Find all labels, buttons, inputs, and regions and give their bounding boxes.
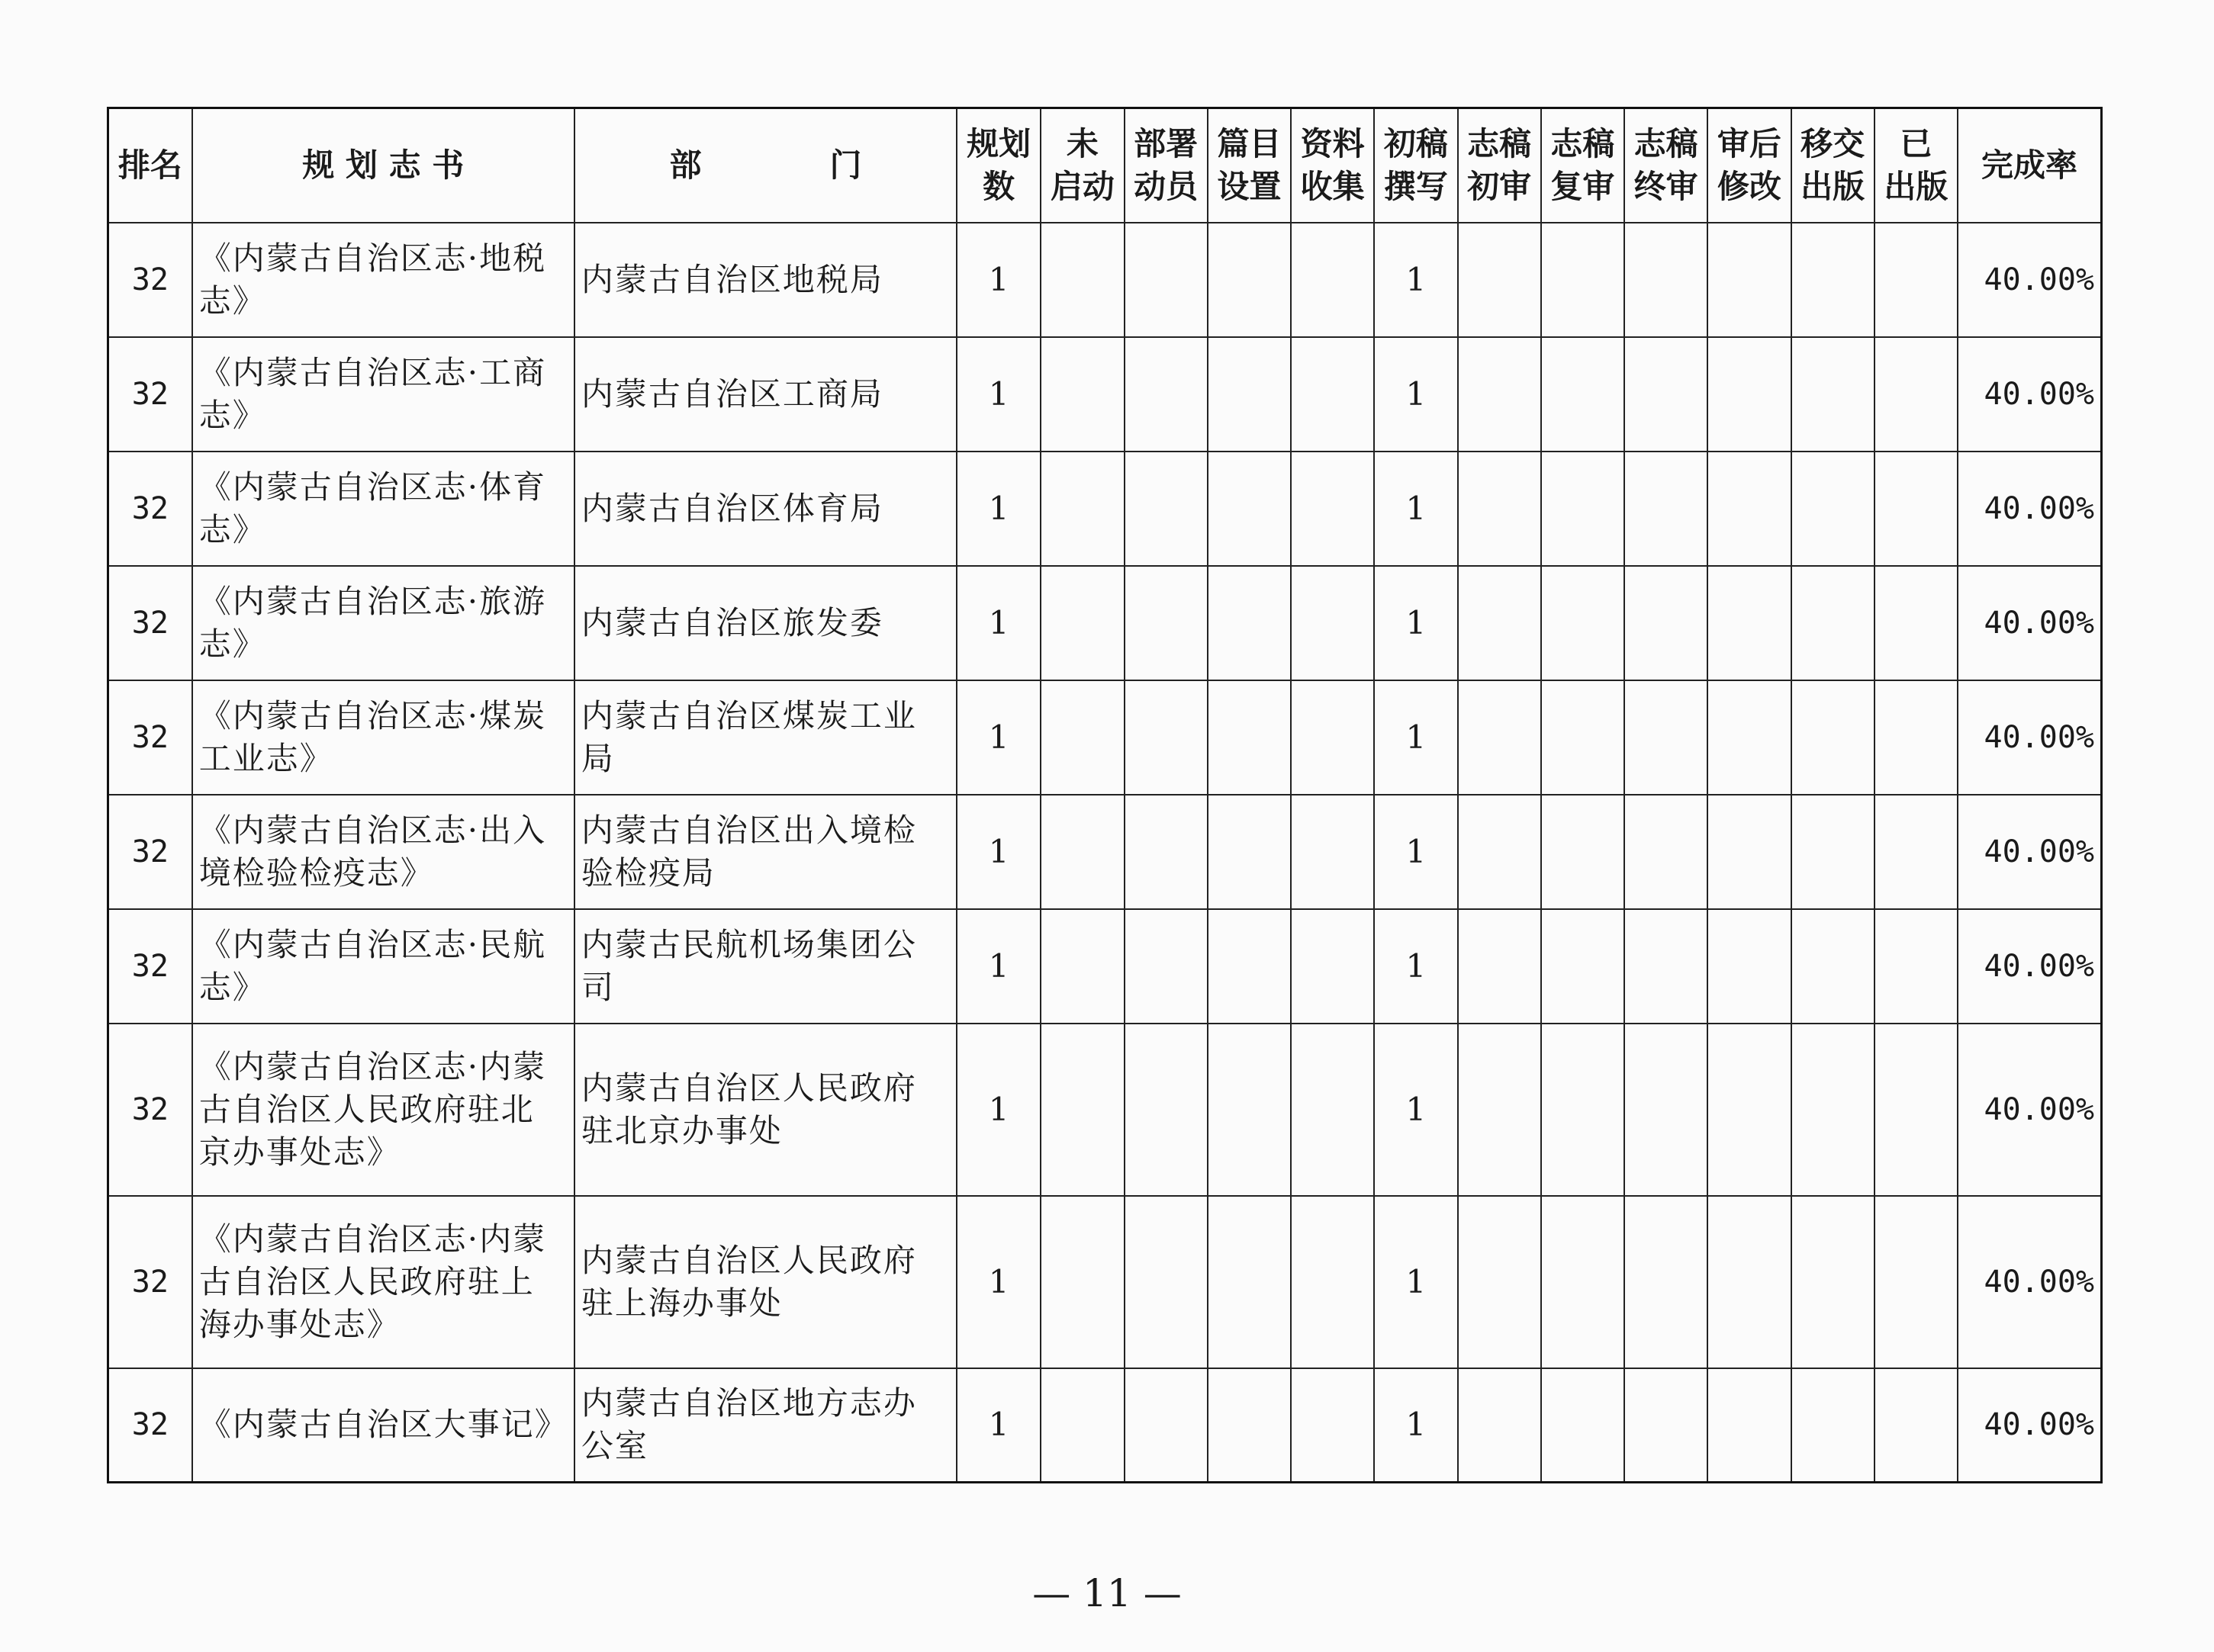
not-started-cell — [1041, 223, 1124, 337]
outline-cell — [1208, 566, 1291, 680]
header-mobilize: 部署 动员 — [1125, 108, 1208, 223]
second-review-cell — [1541, 223, 1624, 337]
outline-cell — [1208, 1196, 1291, 1368]
mobilize-cell — [1125, 680, 1208, 795]
revise-cell — [1707, 795, 1791, 909]
not-started-cell — [1041, 1368, 1124, 1483]
planned-count-cell: 1 — [957, 223, 1041, 337]
completion-rate-cell: 40.00% — [1958, 1024, 2101, 1196]
completion-rate-cell: 40.00% — [1958, 1368, 2101, 1483]
completion-rate-cell: 40.00% — [1958, 337, 2101, 452]
collect-cell — [1291, 337, 1374, 452]
handover-cell — [1791, 1368, 1874, 1483]
first-review-cell — [1458, 909, 1541, 1024]
completion-rate-cell: 40.00% — [1958, 223, 2101, 337]
first-review-cell — [1458, 337, 1541, 452]
header-collect: 资料 收集 — [1291, 108, 1374, 223]
planned-count-cell: 1 — [957, 1196, 1041, 1368]
revise-cell — [1707, 337, 1791, 452]
department-cell: 内蒙古自治区体育局 — [574, 452, 957, 566]
collect-cell — [1291, 452, 1374, 566]
outline-cell — [1208, 909, 1291, 1024]
table-row — [108, 452, 2102, 566]
draft-cell: 1 — [1374, 680, 1457, 795]
header-first-review: 志稿 初审 — [1458, 108, 1541, 223]
first-review-cell — [1458, 1196, 1541, 1368]
rank-cell: 32 — [108, 452, 192, 566]
planned-count-cell: 1 — [957, 337, 1041, 452]
completion-rate-cell: 40.00% — [1958, 795, 2101, 909]
final-review-cell — [1624, 680, 1707, 795]
rank-cell: 32 — [108, 1024, 192, 1196]
final-review-cell — [1624, 566, 1707, 680]
not-started-cell — [1041, 795, 1124, 909]
handover-cell — [1791, 795, 1874, 909]
published-cell — [1874, 1024, 1958, 1196]
second-review-cell — [1541, 452, 1624, 566]
not-started-cell — [1041, 566, 1124, 680]
published-cell — [1874, 223, 1958, 337]
mobilize-cell — [1125, 1368, 1208, 1483]
planned-count-cell: 1 — [957, 452, 1041, 566]
rank-cell: 32 — [108, 566, 192, 680]
revise-cell — [1707, 1368, 1791, 1483]
final-review-cell — [1624, 909, 1707, 1024]
published-cell — [1874, 452, 1958, 566]
outline-cell — [1208, 337, 1291, 452]
header-planned: 规划 数 — [957, 108, 1041, 223]
handover-cell — [1791, 680, 1874, 795]
planned-count-cell: 1 — [957, 1368, 1041, 1483]
department-cell: 内蒙古自治区人民政府驻上海办事处 — [574, 1196, 957, 1368]
second-review-cell — [1541, 1024, 1624, 1196]
draft-cell: 1 — [1374, 1196, 1457, 1368]
first-review-cell — [1458, 452, 1541, 566]
outline-cell — [1208, 452, 1291, 566]
department-cell: 内蒙古民航机场集团公司 — [574, 909, 957, 1024]
rank-cell: 32 — [108, 795, 192, 909]
collect-cell — [1291, 566, 1374, 680]
rank-cell: 32 — [108, 680, 192, 795]
rank-cell: 32 — [108, 1196, 192, 1368]
first-review-cell — [1458, 680, 1541, 795]
header-dept: 部 门 — [574, 108, 957, 223]
first-review-cell — [1458, 223, 1541, 337]
collect-cell — [1291, 1196, 1374, 1368]
department-cell: 内蒙古自治区人民政府驻北京办事处 — [574, 1024, 957, 1196]
handover-cell — [1791, 566, 1874, 680]
planned-count-cell: 1 — [957, 909, 1041, 1024]
published-cell — [1874, 1196, 1958, 1368]
first-review-cell — [1458, 795, 1541, 909]
mobilize-cell — [1125, 566, 1208, 680]
mobilize-cell — [1125, 1024, 1208, 1196]
header-second-review: 志稿 复审 — [1541, 108, 1624, 223]
outline-cell — [1208, 223, 1291, 337]
collect-cell — [1291, 1368, 1374, 1483]
page-number: — 11 — — [1032, 1571, 1182, 1615]
second-review-cell — [1541, 1196, 1624, 1368]
department-cell: 内蒙古自治区工商局 — [574, 337, 957, 452]
book-title-cell: 《内蒙古自治区志·出入境检验检疫志》 — [192, 795, 574, 909]
completion-rate-cell: 40.00% — [1958, 452, 2101, 566]
revise-cell — [1707, 1024, 1791, 1196]
mobilize-cell — [1125, 452, 1208, 566]
outline-cell — [1208, 1024, 1291, 1196]
header-draft: 初稿 撰写 — [1374, 108, 1457, 223]
first-review-cell — [1458, 566, 1541, 680]
handover-cell — [1791, 452, 1874, 566]
revise-cell — [1707, 1196, 1791, 1368]
published-cell — [1874, 909, 1958, 1024]
revise-cell — [1707, 223, 1791, 337]
table-row — [108, 223, 2102, 337]
revise-cell — [1707, 680, 1791, 795]
header-rank: 排名 — [108, 108, 192, 223]
handover-cell — [1791, 909, 1874, 1024]
header-outline: 篇目 设置 — [1208, 108, 1291, 223]
header-revise: 审后 修改 — [1707, 108, 1791, 223]
header-rate: 完成率 — [1958, 108, 2101, 223]
planned-count-cell: 1 — [957, 795, 1041, 909]
not-started-cell — [1041, 1196, 1124, 1368]
mobilize-cell — [1125, 795, 1208, 909]
handover-cell — [1791, 1196, 1874, 1368]
final-review-cell — [1624, 223, 1707, 337]
header-not-started: 未 启动 — [1041, 108, 1124, 223]
table-row — [108, 909, 2102, 1024]
header-handover: 移交 出版 — [1791, 108, 1874, 223]
department-cell: 内蒙古自治区出入境检验检疫局 — [574, 795, 957, 909]
book-title-cell: 《内蒙古自治区志·内蒙古自治区人民政府驻北京办事处志》 — [192, 1024, 574, 1196]
published-cell — [1874, 680, 1958, 795]
second-review-cell — [1541, 1368, 1624, 1483]
mobilize-cell — [1125, 337, 1208, 452]
table-row — [108, 795, 2102, 909]
book-title-cell: 《内蒙古自治区志·体育志》 — [192, 452, 574, 566]
completion-rate-cell: 40.00% — [1958, 1196, 2101, 1368]
second-review-cell — [1541, 337, 1624, 452]
draft-cell: 1 — [1374, 452, 1457, 566]
mobilize-cell — [1125, 223, 1208, 337]
table-row — [108, 1024, 2102, 1196]
published-cell — [1874, 795, 1958, 909]
handover-cell — [1791, 1024, 1874, 1196]
not-started-cell — [1041, 680, 1124, 795]
revise-cell — [1707, 909, 1791, 1024]
collect-cell — [1291, 909, 1374, 1024]
outline-cell — [1208, 1368, 1291, 1483]
not-started-cell — [1041, 909, 1124, 1024]
collect-cell — [1291, 223, 1374, 337]
department-cell: 内蒙古自治区地方志办公室 — [574, 1368, 957, 1483]
final-review-cell — [1624, 1024, 1707, 1196]
not-started-cell — [1041, 337, 1124, 452]
table-row — [108, 337, 2102, 452]
table-row — [108, 1196, 2102, 1368]
not-started-cell — [1041, 1024, 1124, 1196]
final-review-cell — [1624, 337, 1707, 452]
collect-cell — [1291, 680, 1374, 795]
book-title-cell: 《内蒙古自治区志·民航志》 — [192, 909, 574, 1024]
draft-cell: 1 — [1374, 795, 1457, 909]
draft-cell: 1 — [1374, 1368, 1457, 1483]
department-cell: 内蒙古自治区旅发委 — [574, 566, 957, 680]
draft-cell: 1 — [1374, 223, 1457, 337]
planned-count-cell: 1 — [957, 566, 1041, 680]
handover-cell — [1791, 223, 1874, 337]
book-title-cell: 《内蒙古自治区志·内蒙古自治区人民政府驻上海办事处志》 — [192, 1196, 574, 1368]
outline-cell — [1208, 680, 1291, 795]
second-review-cell — [1541, 795, 1624, 909]
completion-rate-cell: 40.00% — [1958, 909, 2101, 1024]
revise-cell — [1707, 452, 1791, 566]
planned-count-cell: 1 — [957, 680, 1041, 795]
published-cell — [1874, 566, 1958, 680]
not-started-cell — [1041, 452, 1124, 566]
book-title-cell: 《内蒙古自治区志·旅游志》 — [192, 566, 574, 680]
rank-cell: 32 — [108, 1368, 192, 1483]
published-cell — [1874, 337, 1958, 452]
table-row — [108, 566, 2102, 680]
published-cell — [1874, 1368, 1958, 1483]
book-title-cell: 《内蒙古自治区大事记》 — [192, 1368, 574, 1483]
rank-cell: 32 — [108, 909, 192, 1024]
first-review-cell — [1458, 1368, 1541, 1483]
completion-rate-cell: 40.00% — [1958, 680, 2101, 795]
header-published: 已 出版 — [1874, 108, 1958, 223]
outline-cell — [1208, 795, 1291, 909]
draft-cell: 1 — [1374, 909, 1457, 1024]
book-title-cell: 《内蒙古自治区志·地税志》 — [192, 223, 574, 337]
final-review-cell — [1624, 1368, 1707, 1483]
progress-table — [107, 107, 2103, 1483]
planned-count-cell: 1 — [957, 1024, 1041, 1196]
collect-cell — [1291, 795, 1374, 909]
book-title-cell: 《内蒙古自治区志·工商志》 — [192, 337, 574, 452]
second-review-cell — [1541, 680, 1624, 795]
final-review-cell — [1624, 452, 1707, 566]
draft-cell: 1 — [1374, 566, 1457, 680]
second-review-cell — [1541, 566, 1624, 680]
department-cell: 内蒙古自治区煤炭工业局 — [574, 680, 957, 795]
mobilize-cell — [1125, 909, 1208, 1024]
draft-cell: 1 — [1374, 1024, 1457, 1196]
header-book: 规 划 志 书 — [192, 108, 574, 223]
book-title-cell: 《内蒙古自治区志·煤炭工业志》 — [192, 680, 574, 795]
second-review-cell — [1541, 909, 1624, 1024]
table-row — [108, 1368, 2102, 1483]
header-row — [108, 108, 2102, 223]
department-cell: 内蒙古自治区地税局 — [574, 223, 957, 337]
header-final-review: 志稿 终审 — [1624, 108, 1707, 223]
handover-cell — [1791, 337, 1874, 452]
completion-rate-cell: 40.00% — [1958, 566, 2101, 680]
mobilize-cell — [1125, 1196, 1208, 1368]
first-review-cell — [1458, 1024, 1541, 1196]
final-review-cell — [1624, 795, 1707, 909]
collect-cell — [1291, 1024, 1374, 1196]
final-review-cell — [1624, 1196, 1707, 1368]
revise-cell — [1707, 566, 1791, 680]
rank-cell: 32 — [108, 337, 192, 452]
rank-cell: 32 — [108, 223, 192, 337]
draft-cell: 1 — [1374, 337, 1457, 452]
table-row — [108, 680, 2102, 795]
